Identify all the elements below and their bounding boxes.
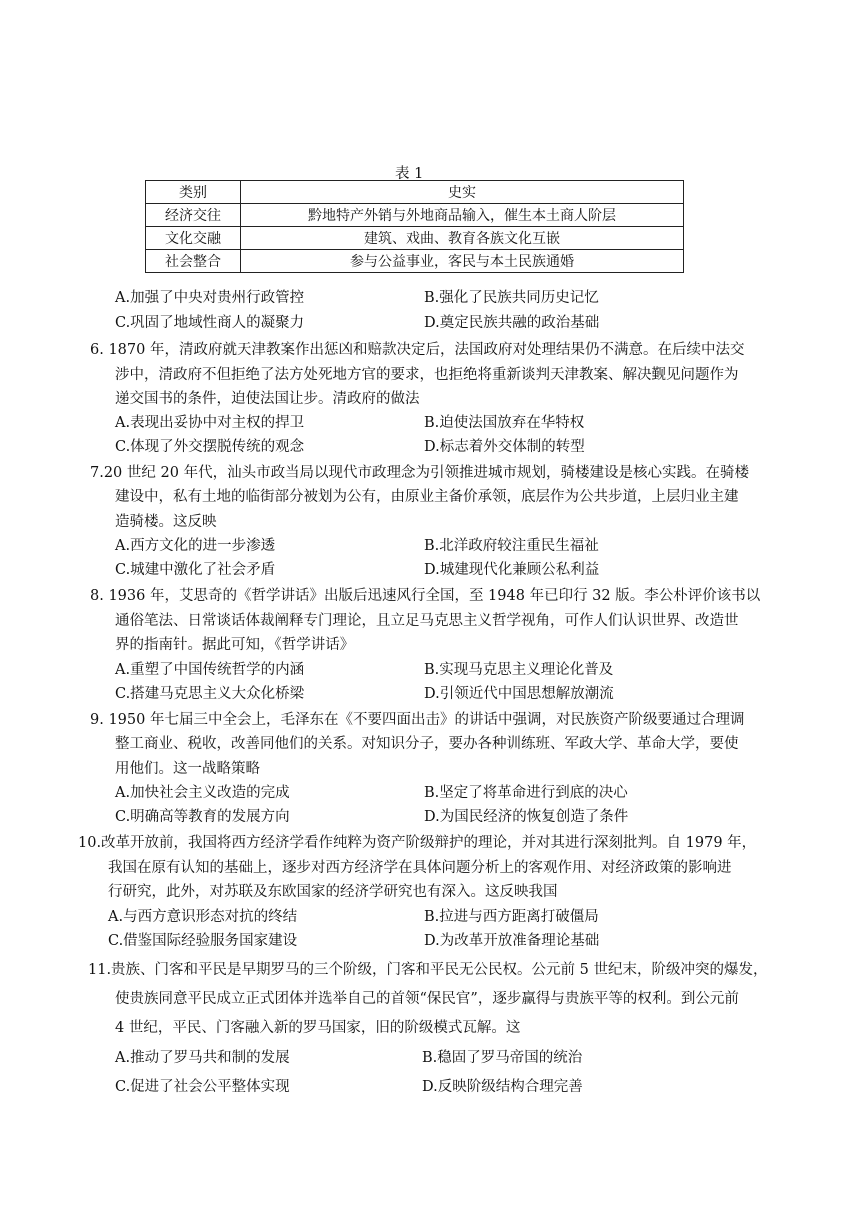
option-b: B.迫使法国放弃在华特权 bbox=[424, 415, 585, 431]
option-b: B.稳固了罗马帝国的统治 bbox=[422, 1050, 583, 1066]
option-a: A.西方文化的进一步渗透 bbox=[115, 538, 276, 554]
question-text-line: 11.贵族、门客和平民是早期罗马的三个阶级，门客和平民无公民权。公元前 5 世纪末，阶级冲突的爆发， bbox=[88, 962, 768, 978]
option-c: C.搭建马克思主义大众化桥梁 bbox=[115, 686, 305, 702]
table-caption: 表 1 bbox=[395, 166, 424, 182]
option-d: D.城建现代化兼顾公私利益 bbox=[424, 562, 600, 578]
question-text-line: 通俗笔法、日常谈话体裁阐释专门理论，且立足马克思主义哲学视角，可作人们认识世界、改造世 bbox=[115, 613, 739, 629]
table-cell: 建筑、戏曲、教育各族文化互嵌 bbox=[241, 227, 684, 250]
question-text-line: 涉中，清政府不但拒绝了法方处死地方官的要求，也拒绝将重新谈判天津教案、解决觐见问题作为 bbox=[115, 367, 739, 383]
option-b: B.北洋政府较注重民生福祉 bbox=[424, 538, 599, 554]
table-row bbox=[146, 250, 684, 273]
table-header-cell: 史实 bbox=[241, 181, 684, 204]
table-header-cell: 类别 bbox=[146, 181, 241, 204]
option-c: C.体现了外交摆脱传统的观念 bbox=[115, 439, 305, 455]
option-d: D.反映阶级结构合理完善 bbox=[422, 1079, 583, 1095]
option-a: A.推动了罗马共和制的发展 bbox=[115, 1050, 290, 1066]
question-text-line: 造骑楼。这反映 bbox=[115, 514, 217, 530]
option-c: C.巩固了地域性商人的凝聚力 bbox=[115, 315, 305, 331]
option-b: B.拉进与西方距离打破僵局 bbox=[424, 909, 599, 925]
option-a: A.加快社会主义改造的完成 bbox=[115, 785, 290, 801]
question-text-line: 10.改革开放前，我国将西方经济学看作纯粹为资产阶级辩护的理论，并对其进行深刻批判。自 1979 年， bbox=[78, 835, 757, 851]
table-cell: 黔地特产外销与外地商品输入，催生本土商人阶层 bbox=[241, 204, 684, 227]
question-text-line: 整工商业、税收，改善同他们的关系。对知识分子，要办各种训练班、军政大学、革命大学，要使 bbox=[115, 736, 739, 752]
question-text-line: 建设中，私有土地的临街部分被划为公有，由原业主备价承领，底层作为公共步道，上层归业主建 bbox=[115, 489, 739, 505]
table-row bbox=[146, 204, 684, 227]
table-header-row bbox=[146, 181, 684, 204]
option-b: B.坚定了将革命进行到底的决心 bbox=[424, 785, 628, 801]
option-c: C.借鉴国际经验服务国家建设 bbox=[108, 933, 298, 949]
option-d: D.为改革开放准备理论基础 bbox=[424, 933, 600, 949]
option-b: B.强化了民族共同历史记忆 bbox=[424, 290, 599, 306]
question-text-line: 7.20 世纪 20 年代，汕头市政当局以现代市政理念为引领推进城市规划，骑楼建设是核心实践。在骑楼 bbox=[90, 465, 750, 481]
question-text-line: 8. 1936 年，艾思奇的《哲学讲话》出版后迅速风行全国，至 1948 年已印行 32 版。李公朴评价该书以 bbox=[90, 588, 761, 604]
question-text-line: 6. 1870 年，清政府就天津教案作出惩凶和赔款决定后，法国政府对处理结果仍不满意。在后续中法交 bbox=[90, 342, 745, 358]
option-d: D.奠定民族共融的政治基础 bbox=[424, 315, 600, 331]
table-cell: 文化交融 bbox=[146, 227, 241, 250]
question-text-line: 用他们。这一战略策略 bbox=[115, 761, 260, 777]
facts-table bbox=[145, 180, 684, 273]
option-d: D.引领近代中国思想解放潮流 bbox=[424, 686, 614, 702]
table-cell: 参与公益事业，客民与本土民族通婚 bbox=[241, 250, 684, 273]
table-cell: 经济交往 bbox=[146, 204, 241, 227]
option-c: C.城建中激化了社会矛盾 bbox=[115, 562, 276, 578]
question-text-line: 行研究，此外，对苏联及东欧国家的经济学研究也有深入。这反映我国 bbox=[108, 884, 558, 900]
option-a: A.重塑了中国传统哲学的内涵 bbox=[115, 662, 305, 678]
option-d: D.为国民经济的恢复创造了条件 bbox=[424, 809, 629, 825]
option-c: C.明确高等教育的发展方向 bbox=[115, 809, 290, 825]
question-text-line: 界的指南针。据此可知，《哲学讲话》 bbox=[115, 637, 355, 653]
table-cell: 社会整合 bbox=[146, 250, 241, 273]
option-a: A.与西方意识形态对抗的终结 bbox=[108, 909, 298, 925]
option-c: C.促进了社会公平整体实现 bbox=[115, 1079, 290, 1095]
question-text-line: 递交国书的条件，迫使法国让步。清政府的做法 bbox=[115, 391, 420, 407]
option-b: B.实现马克思主义理论化普及 bbox=[424, 662, 614, 678]
table-row bbox=[146, 227, 684, 250]
option-a: A.表现出妥协中对主权的捍卫 bbox=[115, 415, 305, 431]
question-text-line: 我国在原有认知的基础上，逐步对西方经济学在具体问题分析上的客观作用、对经济政策的影响进 bbox=[108, 860, 732, 876]
option-d: D.标志着外交体制的转型 bbox=[424, 439, 585, 455]
option-a: A.加强了中央对贵州行政管控 bbox=[115, 290, 305, 306]
question-text-line: 9. 1950 年七届三中全会上，毛泽东在《不要四面出击》的讲话中强调，对民族资产阶级要通过合理调 bbox=[90, 712, 745, 728]
question-text-line: 使贵族同意平民成立正式团体并选举自己的首领“保民官”，逐步赢得与贵族平等的权利。到公元前 bbox=[115, 991, 739, 1007]
question-text-line: 4 世纪，平民、门客融入新的罗马国家，旧的阶级模式瓦解。这 bbox=[115, 1020, 521, 1036]
